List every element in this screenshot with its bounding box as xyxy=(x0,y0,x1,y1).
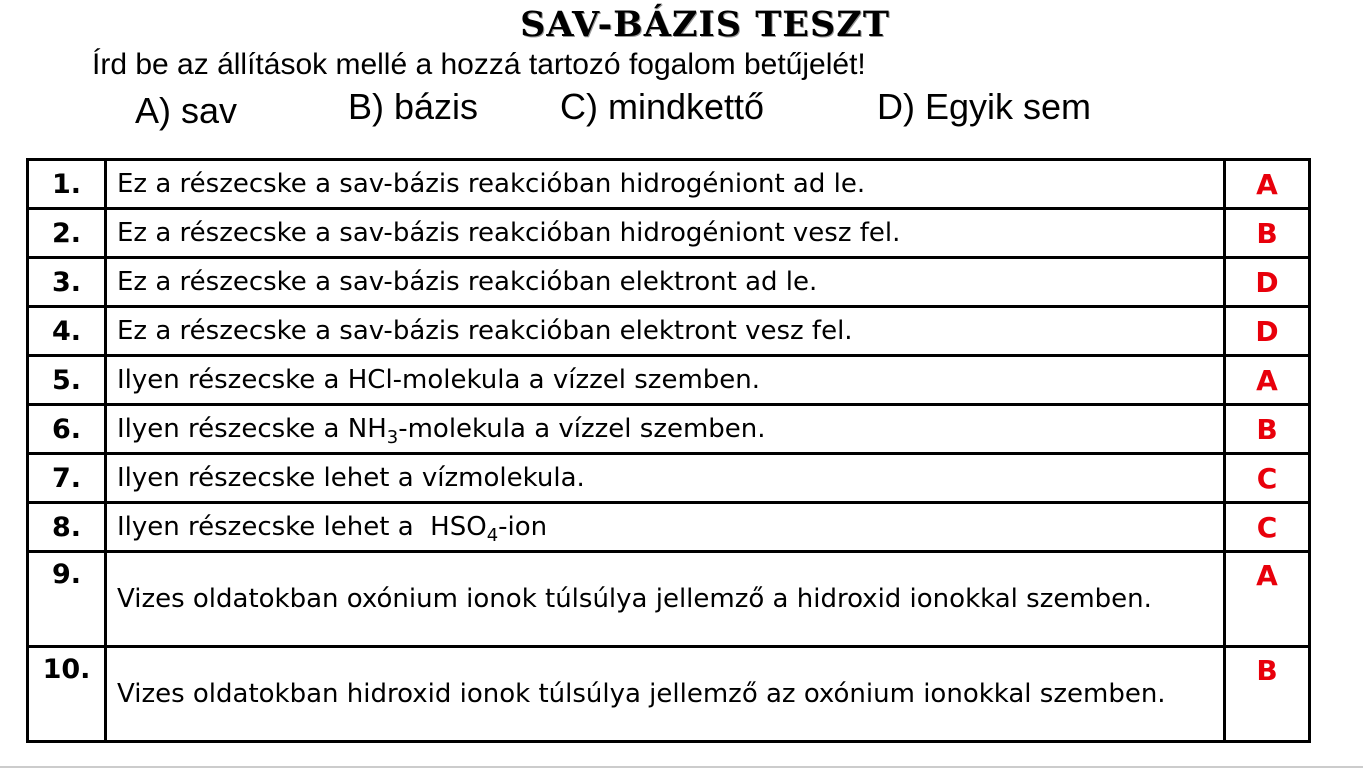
statement-text: Ez a részecske a sav-bázis reakcióban hidrogéniont vesz fel. xyxy=(106,209,1225,258)
table-row xyxy=(28,160,1310,209)
statement-text: Ilyen részecske lehet a vízmolekula. xyxy=(106,454,1225,503)
row-number: 3. xyxy=(28,258,106,307)
answer-letter: C xyxy=(1225,503,1310,552)
table-row xyxy=(28,647,1310,742)
row-number: 6. xyxy=(28,405,106,454)
option-b: B) bázis xyxy=(348,86,479,127)
answer-letter: A xyxy=(1225,356,1310,405)
statement-text-start: Ilyen részecske a NH xyxy=(117,414,387,444)
row-number: 8. xyxy=(28,503,106,552)
page-title: SAV-BÁZIS TESZT xyxy=(520,4,890,45)
table-row xyxy=(28,307,1310,356)
row-number: 9. xyxy=(28,552,106,647)
answer-letter: C xyxy=(1225,454,1310,503)
statement-text: Vizes oldatokban hidroxid ionok túlsúlya jellemző az oxónium ionokkal szemben. xyxy=(106,647,1225,742)
subscript: 3 xyxy=(386,427,399,448)
table-row xyxy=(28,209,1310,258)
statement-text-end: -molekula a vízzel szemben. xyxy=(398,414,766,444)
statement-text xyxy=(106,405,1225,454)
statement-text: Ez a részecske a sav-bázis reakcióban elektront ad le. xyxy=(106,258,1225,307)
answer-letter: B xyxy=(1225,647,1310,742)
bottom-divider xyxy=(0,766,1363,768)
row-number: 1. xyxy=(28,160,106,209)
option-a: A) sav xyxy=(135,90,238,131)
statement-text: Vizes oldatokban oxónium ionok túlsúlya jellemző a hidroxid ionokkal szemben. xyxy=(106,552,1225,647)
answer-letter: A xyxy=(1225,552,1310,647)
table-row xyxy=(28,356,1310,405)
question-table xyxy=(26,158,1311,743)
table-row xyxy=(28,454,1310,503)
option-d: D) Egyik sem xyxy=(877,86,1092,127)
table-row xyxy=(28,503,1310,552)
row-number: 4. xyxy=(28,307,106,356)
table-row xyxy=(28,552,1310,647)
answer-letter: A xyxy=(1225,160,1310,209)
table-row xyxy=(28,258,1310,307)
answer-letter: B xyxy=(1225,209,1310,258)
table-row xyxy=(28,405,1310,454)
row-number: 2. xyxy=(28,209,106,258)
row-number: 10. xyxy=(28,647,106,742)
instruction-text: Írd be az állítások mellé a hozzá tartozó fogalom betűjelét! xyxy=(92,48,866,81)
subscript: 4 xyxy=(486,525,499,546)
row-number: 5. xyxy=(28,356,106,405)
statement-text-start: Ilyen részecske lehet a HSO xyxy=(117,512,487,542)
answer-letter: D xyxy=(1225,258,1310,307)
statement-text-end: -ion xyxy=(498,512,548,542)
answer-letter: D xyxy=(1225,307,1310,356)
answer-letter: B xyxy=(1225,405,1310,454)
statement-text xyxy=(106,503,1225,552)
statement-text: Ez a részecske a sav-bázis reakcióban elektront vesz fel. xyxy=(106,307,1225,356)
statement-text: Ez a részecske a sav-bázis reakcióban hidrogéniont ad le. xyxy=(106,160,1225,209)
row-number: 7. xyxy=(28,454,106,503)
option-c: C) mindkettő xyxy=(560,86,765,127)
statement-text: Ilyen részecske a HCl-molekula a vízzel szemben. xyxy=(106,356,1225,405)
